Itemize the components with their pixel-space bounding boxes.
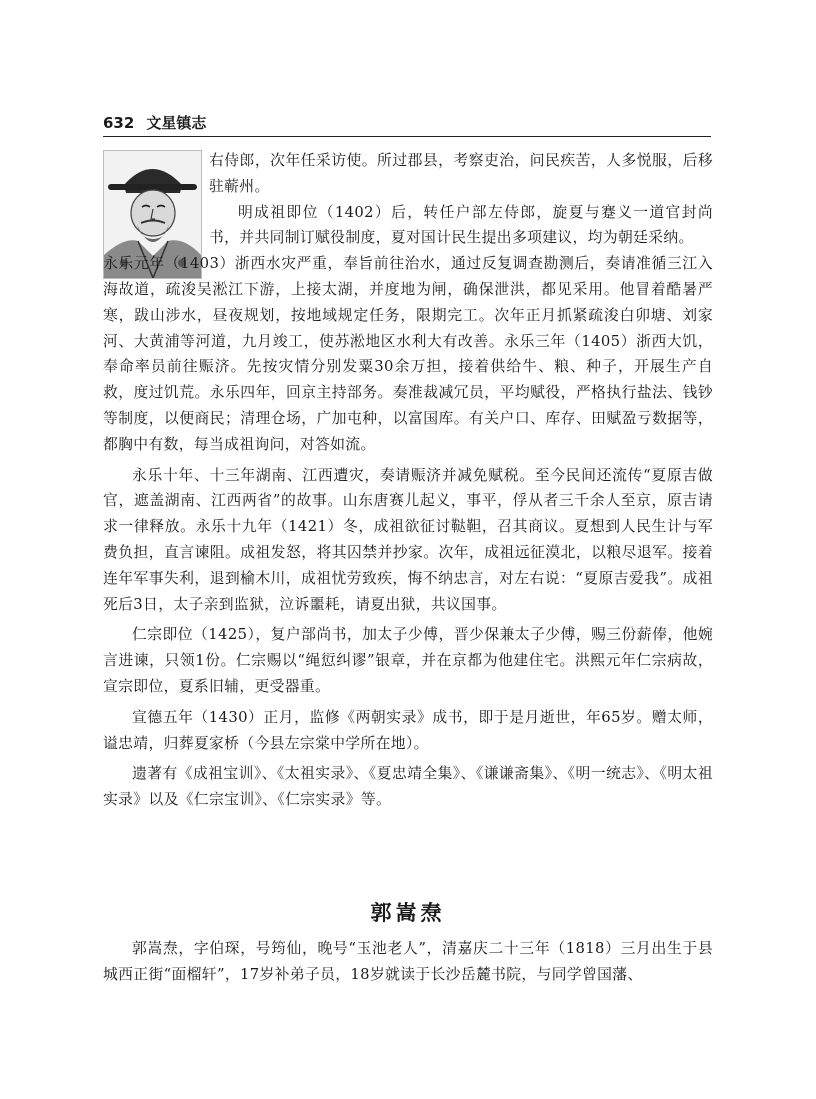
- paragraph: 右侍郎，次年任采访使。所过郡县，考察吏治，问民疾苦，人多悦服，后移驻蕲州。: [209, 152, 713, 195]
- paragraph: 永乐十年、十三年湖南、江西遭灾，奏请赈济并减免赋税。至今民间还流传“夏原吉做官，遮盖湖南、江西两省”的故事。山东唐赛儿起义，事平，俘从者三千余人至京，原吉请求一律释放。永乐十九年（1421）冬，成祖欲征讨鞑靼，召其商议。夏想到人民生计与军费负担，直言谏阻。成祖发怒，将其囚禁并抄家。次年，成祖远征漠北，以粮尽退军。接着连年军事失利，退到榆木川，成祖忧劳致疾，悔不纳忠言，对左右说：“夏原吉爱我”。成祖死后3日，太子亲到监狱，泣诉噩耗，请夏出狱，共议国事。: [103, 466, 713, 613]
- section-text: [103, 936, 713, 988]
- page-number: 632: [103, 114, 135, 132]
- paragraph: 宣德五年（1430）正月，监修《两朝实录》成书，即于是月逝世，年65岁。赠太师，谥忠靖，归葬夏家桥（今县左宗棠中学所在地）。: [103, 708, 713, 752]
- section-title: 郭嵩焘: [370, 901, 446, 925]
- main-text: [103, 148, 713, 813]
- book-title: 文星镇志: [146, 114, 207, 132]
- paragraph: 郭嵩焘，字伯琛，号筠仙，晚号“玉池老人”，清嘉庆二十三年（1818）三月出生于县城西正街“面榴轩”，17岁补弟子员，18岁就读于长沙岳麓书院，与同学曾国藩、: [103, 940, 713, 983]
- paragraph: 永乐元年（1403）浙西水灾严重，奉旨前往治水，通过反复调查勘测后，奏请准循三江入海故道，疏浚吴淞江下游，上接太湖，并度地为闸，确保泄洪，都见采用。他冒着酷暑严寒，跋山涉水，昼夜规划，按地域规定任务，限期完工。次年正月抓紧疏浚白卯塘、刘家河、大黄浦等河道，九月竣工，使苏淞地区水利大有改善。永乐三年（1405）浙西大饥，奉命率员前往赈济。先按灾情分别发粟30余万担，接着供给牛、粮、种子，开展生产自救，度过饥荒。永乐四年，回京主持部务。奏准裁减冗员，平均赋役，严格执行盐法、钱钞等制度，以便商民；清理仓场，广加屯种，以富国库。有关户口、库存、田赋盈亏数据等，都胸中有数，每当成祖询问，对答如流。: [103, 255, 713, 453]
- paragraph: 遗著有《成祖宝训》、《太祖实录》、《夏忠靖全集》、《谦谦斋集》、《明一统志》、《明太祖实录》以及《仁宗宝训》、《仁宗实录》等。: [103, 765, 713, 809]
- paragraph: 明成祖即位（1402）后，转任户部左侍郎，旋夏与蹇义一道官封尚书，并共同制订赋役制度，夏对国计民生提出多项建议，均为朝廷采纳。: [209, 203, 713, 247]
- page-header: [103, 114, 711, 137]
- paragraph: 仁宗即位（1425），复户部尚书，加太子少傅，晋少保兼太子少傅，赐三份薪俸，他婉言进谏，只领1份。仁宗赐以“绳愆纠谬”银章，并在京都为他建住宅。洪熙元年仁宗病故，宣宗即位，夏系旧辅，更受器重。: [103, 626, 713, 695]
